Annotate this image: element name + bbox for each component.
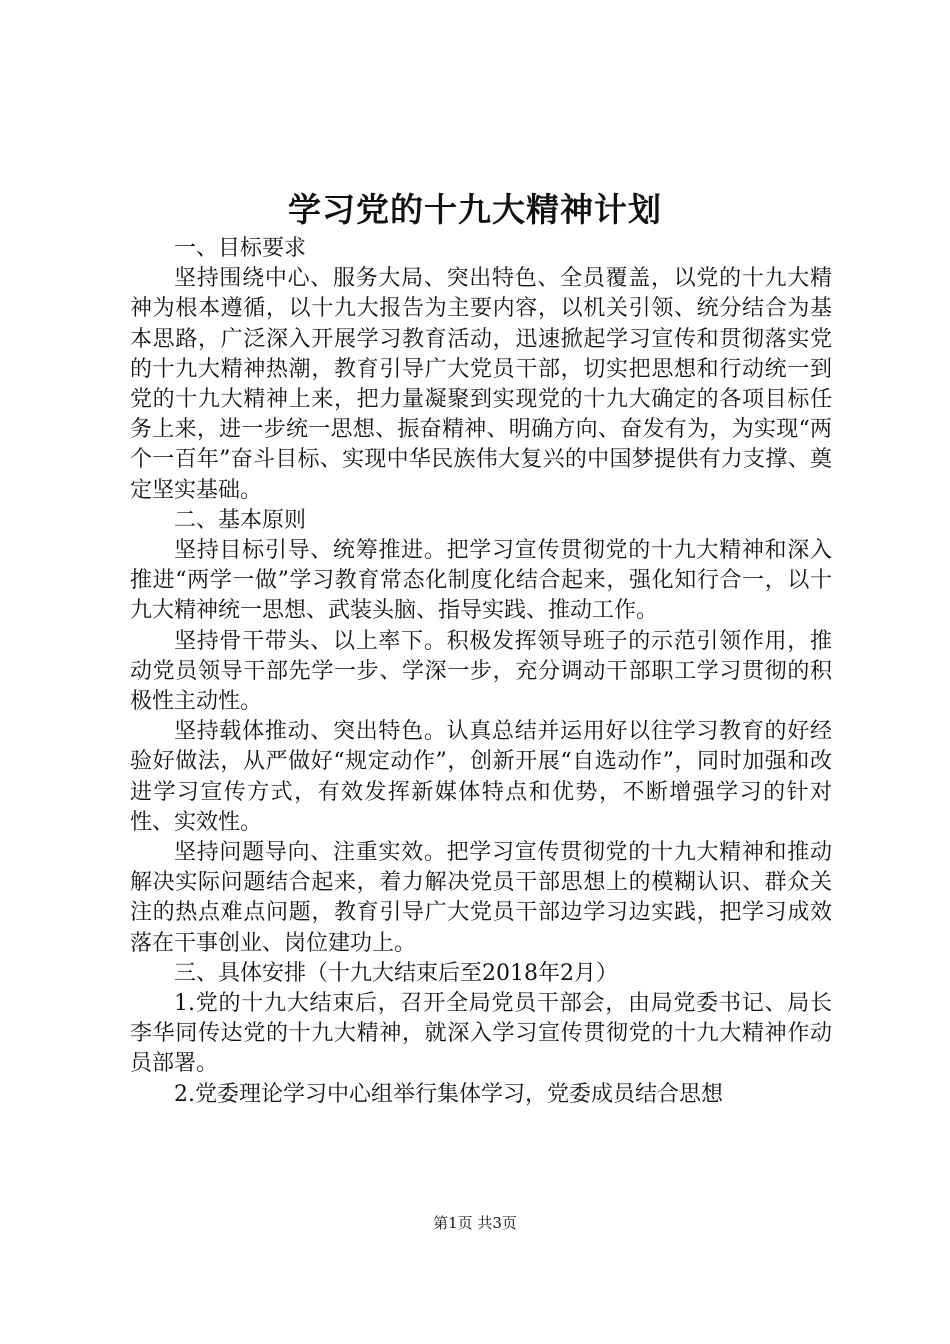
page-footer: 第1页 共3页 — [433, 1214, 517, 1232]
paragraph-principle-4: 坚持问题导向、注重实效。把学习宣传贯彻党的十九大精神和推动解决实际问题结合起来，着力解决党员干部思想上的模糊认识、群众关注的热点难点问题，教育引导广大党员干部边学习边实践，把学习成效落在干事创业、岗位建功上。 — [130, 840, 832, 956]
paragraph-principle-2: 坚持骨干带头、以上率下。积极发挥领导班子的示范引领作用，推动党员领导干部先学一步、学深一步，充分调动干部职工学习贯彻的积极性主动性。 — [130, 628, 832, 715]
paragraph-goals: 坚持围绕中心、服务大局、突出特色、全员覆盖，以党的十九大精神为根本遵循，以十九大报告为主要内容，以机关引领、统分结合为基本思路，广泛深入开展学习教育活动，迅速掀起学习宣传和贯彻落实党的十九大精神热潮，教育引导广大党员干部，切实把思想和行动统一到党的十九大精神上来，把力量凝聚到实现党的十九大确定的各项目标任务上来，进一步统一思想、振奋精神、明确方向、奋发有为，为实现“两个一百年”奋斗目标、实现中华民族伟大复兴的中国梦提供有力支撑、奠定坚实基础。 — [130, 266, 832, 503]
section-heading-goals: 一、目标要求 — [174, 236, 307, 261]
section-heading-principles: 二、基本原则 — [174, 507, 307, 533]
paragraph-principle-1: 坚持目标引导、统筹推进。把学习宣传贯彻党的十九大精神和深入推进“两学一做”学习教育常态化制度化结合起来，强化知行合一，以十九大精神统一思想、武装头脑、指导实践、推动工作。 — [130, 538, 832, 624]
paragraph-principle-3: 坚持载体推动、突出特色。认真总结并运用好以往学习教育的好经验好做法，从严做好“规定动作”，创新开展“自选动作”，同时加强和改进学习宣传方式，有效发挥新媒体特点和优势，不断增强学习的针对性、实效性。 — [130, 719, 832, 835]
paragraph-arrangement-1: 1.党的十九大结束后，召开全局党员干部会，由局党委书记、局长李华同传达党的十九大精神，就深入学习宣传贯彻党的十九大精神作动员部署。 — [130, 991, 832, 1077]
document-body — [130, 234, 832, 1110]
paragraph-arrangement-2: 2.党委理论学习中心组举行集体学习，党委成员结合思想 — [174, 1081, 723, 1107]
document-title: 学习党的十九大精神计划 — [288, 190, 662, 229]
section-heading-arrangements: 三、具体安排（十九大结束后至2018年2月） — [174, 960, 618, 986]
